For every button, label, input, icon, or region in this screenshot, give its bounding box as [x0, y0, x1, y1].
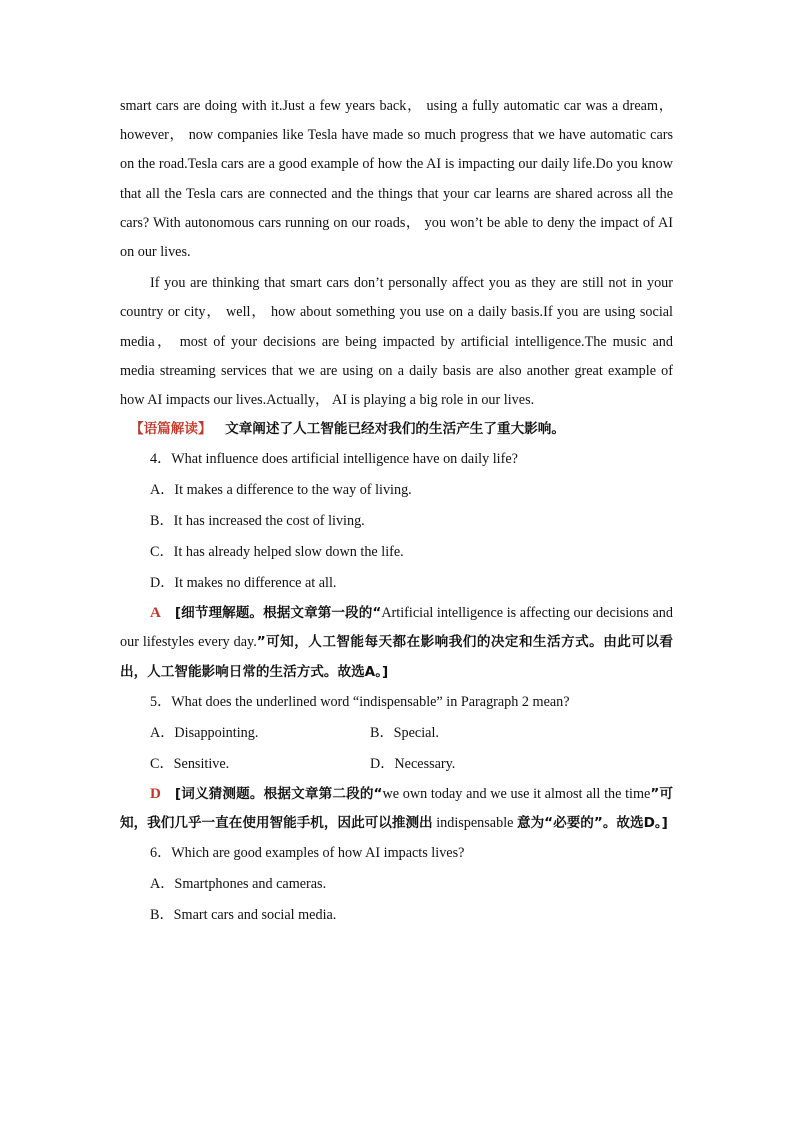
- q4-stem: 4．What influence does artificial intelligence have on daily life?: [150, 451, 518, 468]
- q5-answer: D: [150, 785, 161, 802]
- summary-tag: 【语篇解读】: [130, 421, 212, 438]
- q5-option-b: B．Special.: [370, 724, 439, 741]
- passage-paragraph-2: If you are thinking that smart cars don’t personally affect you as they are still not in your country or city， well， how about something you use on a daily basis.If you are using social media， most of your decisions are being impacted by artificial intelligence.The music and media streaming services that we are using on a daily basis are also another great example of how AI impacts our lives.Actually， AI is playing a big role in our lives.: [120, 275, 673, 409]
- summary-text: 文章阐述了人工智能已经对我们的生活产生了重大影响。: [225, 421, 565, 438]
- q5-exp-en: we own today and we use it almost all the time: [382, 785, 651, 802]
- q5-exp-en2: indispensable: [432, 815, 517, 832]
- q5-option-d: D．Necessary.: [370, 755, 456, 772]
- passage-paragraph-1: smart cars are doing with it.Just a few years back， using a fully automatic car was a dream， however， now companies like Tesla have made so much progress that we have automatic cars on the road.Tesla cars are a good example of how the AI is impacting our daily life.Do you know that all the Tesla cars are connected and the things that your car learns are shared across all the cars? With autonomous cars running on our roads， you won’t be able to deny the impact of AI on our lives.: [120, 98, 673, 261]
- q4-exp-cn1: [细节理解题。根据文章第一段的“: [174, 605, 382, 622]
- q5-explanation: [120, 780, 673, 838]
- q4-option-c: C．It has already helped slow down the life.: [150, 544, 404, 561]
- summary-line: [120, 415, 673, 444]
- q5-options-row-1: [120, 718, 673, 749]
- content-column: [120, 92, 673, 931]
- q6-option-a: A．Smartphones and cameras.: [150, 876, 327, 893]
- q4-option-d: D．It makes no difference at all.: [150, 575, 337, 592]
- q4-option-b: B．It has increased the cost of living.: [150, 513, 365, 530]
- q5-option-c: C．Sensitive.: [150, 755, 230, 772]
- q5-exp-cn3: 意为“必要的”。故选D。]: [516, 815, 668, 832]
- q4-exp-cn2: ”可知，人工智能每天都在影响我们的决定和生活方式。由此可以看出，人工智能影响日常的生活方式。故选A。]: [120, 634, 673, 680]
- q6-stem: 6．Which are good examples of how AI impacts lives?: [150, 845, 465, 862]
- q4-option-a: A．It makes a difference to the way of living.: [150, 482, 412, 499]
- q5-stem: 5．What does the underlined word “indispensable” in Paragraph 2 mean?: [150, 693, 570, 710]
- q4-answer: A: [150, 605, 161, 622]
- q5-options-row-2: [120, 749, 673, 780]
- q5-option-a: A．Disappointing.: [150, 724, 259, 741]
- q5-exp-cn1: [词义猜测题。根据文章第二段的“: [174, 785, 383, 802]
- q4-exp-en: Artificial intelligence is affecting our decisions and our lifestyles every day.: [120, 605, 673, 651]
- q4-explanation: [120, 599, 673, 687]
- q6-option-b: B．Smart cars and social media.: [150, 907, 337, 924]
- q5-exp-cn2: ”可知，我们几乎一直在使用智能手机，因此可以推测出: [120, 785, 673, 832]
